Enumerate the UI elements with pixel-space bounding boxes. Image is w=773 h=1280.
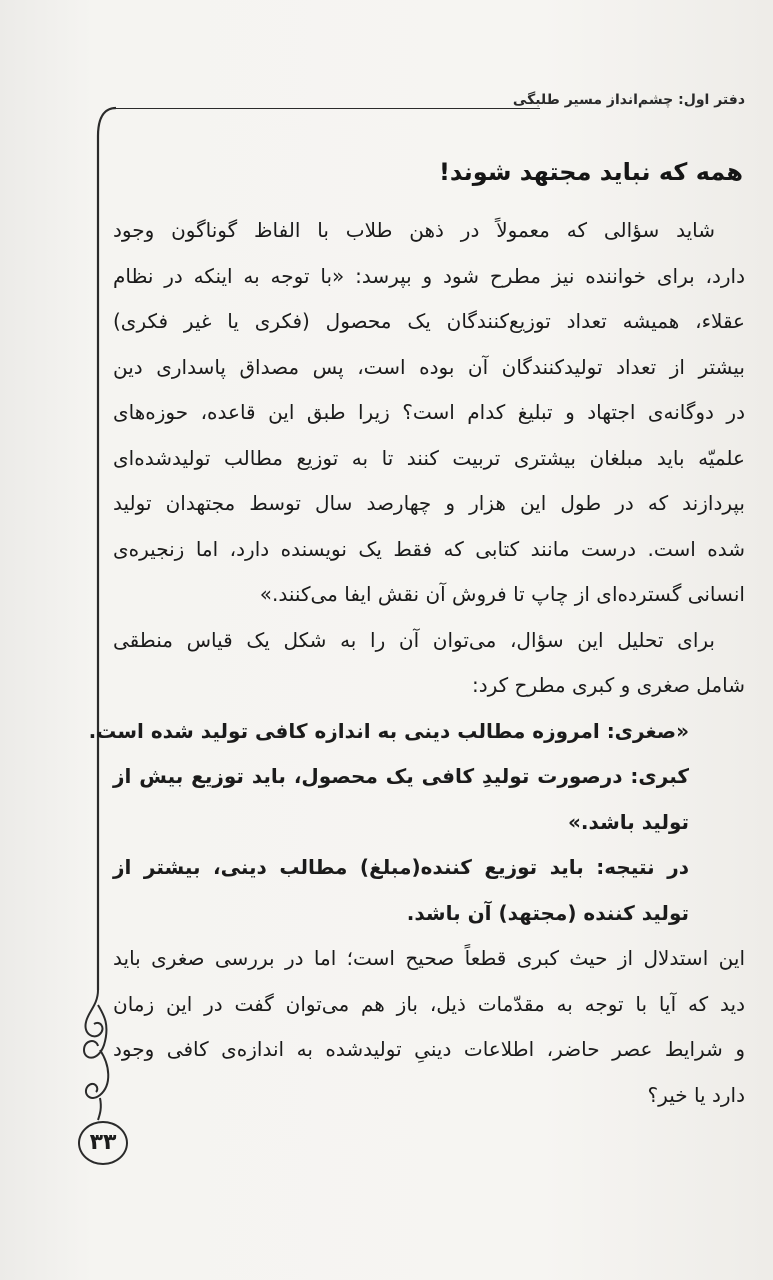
body-line: بپردازند که در طول این هزار و چهارصد سال توسط مجتهدان تولید bbox=[113, 491, 745, 515]
quote-line: تولید باشد.» bbox=[568, 809, 689, 834]
header-rule bbox=[116, 108, 540, 109]
body-line: انسانی گسترده‌ای از چاپ تا فروش آن نقش ایفا می‌کنند.» bbox=[259, 582, 745, 606]
section-heading: همه که نباید مجتهد شوند! bbox=[438, 158, 743, 186]
body-line: عقلاء، همیشه تعداد توزیع‌کنندگان یک محصول (فکری یا غیر فکری) bbox=[113, 309, 745, 333]
body-line: برای تحلیل این سؤال، می‌توان آن را به شکل یک قیاس منطقی bbox=[113, 627, 715, 652]
body-line: دید که آیا با توجه به مقدّمات ذیل، باز هم می‌توان گفت در این زمان bbox=[113, 991, 745, 1016]
running-header: دفتر اول: چشم‌انداز مسیر طلبگی bbox=[512, 92, 745, 108]
body-line: شاید سؤالی که معمولاً در ذهن طلاب با الفاظ گوناگون وجود bbox=[113, 218, 715, 242]
quote-line: کبری: درصورت تولیدِ کافی یک محصول، باید توزیع بیش از bbox=[113, 764, 689, 788]
body-line: دارد، برای خواننده نیز مطرح شود و بپرسد: «با توجه به اینکه در نظام bbox=[113, 263, 745, 288]
body-line: علمیّه باید مبلغان بیشتری تربیت کنند تا به توزیع مطالب تولیدشده‌ای bbox=[113, 445, 745, 470]
body-text bbox=[88, 208, 745, 1118]
body-line: شامل صغری و کبری مطرح کرد: bbox=[472, 673, 745, 697]
page-number: ۳۳ bbox=[78, 1121, 128, 1165]
body-line: شده است. درست مانند کتابی که فقط یک نویسنده دارد، اما زنجیره‌ی bbox=[113, 536, 745, 561]
body-line: دارد یا خیر؟ bbox=[647, 1082, 745, 1107]
quote-line: تولید کننده (مجتهد) آن باشد. bbox=[406, 900, 689, 925]
quote-line: «صغری: امروزه مطالب دینی به اندازه کافی تولید شده است. bbox=[88, 718, 689, 743]
quote-line: در نتیجه: باید توزیع کننده(مبلغ) مطالب دینی، بیشتر از bbox=[113, 855, 689, 879]
body-line: در دوگانه‌ی اجتهاد و تبلیغ کدام است؟ زیرا طبق این قاعده، حوزه‌های bbox=[113, 400, 745, 424]
body-line: بیشتر از تعداد تولیدکنندگان آن بوده است، پس مصداق پاسداری دین bbox=[113, 354, 745, 379]
body-line: و شرایط عصر حاضر، اطلاعات دینیِ تولیدشده به اندازه‌ی کافی وجود bbox=[113, 1037, 745, 1061]
body-line: این استدلال از حیث کبری قطعاً صحیح است؛ اما در بررسی صغری باید bbox=[113, 946, 745, 970]
